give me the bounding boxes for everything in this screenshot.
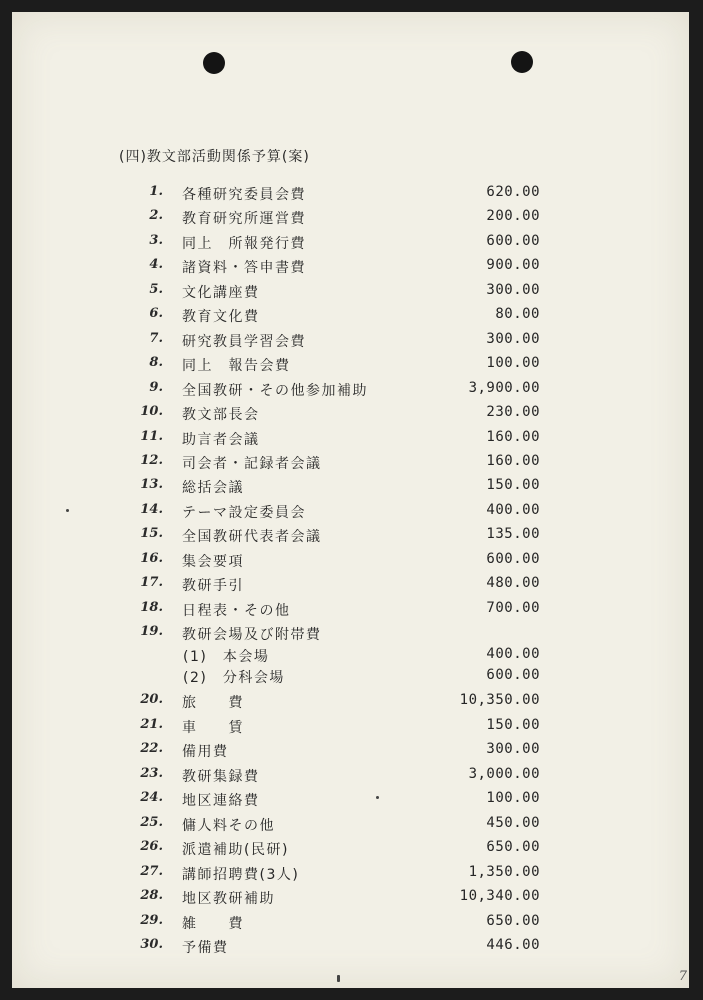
item-number: 15. bbox=[140, 526, 163, 542]
budget-row bbox=[12, 524, 689, 546]
item-amount: 10,350.00 bbox=[459, 692, 540, 709]
item-amount: 480.00 bbox=[486, 575, 540, 592]
budget-row bbox=[12, 549, 689, 571]
item-number: 22. bbox=[140, 741, 163, 757]
budget-row bbox=[12, 598, 689, 620]
item-number: 9. bbox=[149, 379, 163, 395]
item-number: 14. bbox=[140, 501, 163, 517]
item-amount: 300.00 bbox=[486, 330, 540, 347]
item-label: (2) 分科会場 bbox=[183, 670, 285, 687]
document-page bbox=[12, 12, 689, 988]
item-number: 2. bbox=[149, 208, 163, 224]
item-label: 研究教員学習会費 bbox=[182, 333, 306, 350]
budget-row bbox=[12, 764, 689, 786]
budget-row bbox=[12, 715, 689, 737]
item-number: 13. bbox=[140, 477, 163, 493]
budget-row bbox=[12, 378, 689, 400]
item-amount: 3,900.00 bbox=[468, 379, 540, 396]
item-amount: 450.00 bbox=[486, 814, 540, 831]
item-label: 教研手引 bbox=[182, 578, 244, 595]
budget-row bbox=[12, 451, 689, 473]
budget-row bbox=[12, 231, 689, 253]
budget-row bbox=[12, 886, 689, 908]
item-label: 車 賃 bbox=[182, 719, 244, 736]
item-label: 総括会議 bbox=[182, 480, 244, 497]
item-number: 4. bbox=[149, 257, 163, 273]
item-number: 16. bbox=[140, 550, 163, 566]
item-label: 地区連絡費 bbox=[182, 793, 260, 810]
item-label: 教研集録費 bbox=[182, 768, 260, 785]
item-amount: 620.00 bbox=[486, 184, 540, 200]
item-amount: 150.00 bbox=[486, 477, 540, 494]
item-amount: 100.00 bbox=[486, 790, 540, 807]
budget-row bbox=[12, 813, 689, 835]
budget-row bbox=[12, 329, 689, 351]
item-amount: 300.00 bbox=[486, 281, 540, 298]
item-amount: 600.00 bbox=[486, 667, 540, 684]
item-amount: 600.00 bbox=[486, 232, 540, 249]
item-number: 20. bbox=[140, 692, 163, 708]
item-number: 17. bbox=[140, 575, 163, 591]
paper-speck bbox=[66, 509, 69, 512]
item-number: 5. bbox=[149, 281, 163, 297]
item-amount: 1,350.00 bbox=[468, 863, 540, 880]
item-number: 24. bbox=[140, 790, 163, 806]
item-number: 21. bbox=[140, 716, 163, 732]
item-amount: 160.00 bbox=[486, 428, 540, 445]
budget-row bbox=[12, 665, 689, 687]
item-amount: 3,000.00 bbox=[468, 765, 540, 782]
item-number: 12. bbox=[140, 452, 163, 468]
item-amount: 400.00 bbox=[486, 501, 540, 518]
budget-row bbox=[12, 500, 689, 522]
budget-row bbox=[12, 690, 689, 712]
item-label: 助言者会議 bbox=[182, 431, 260, 448]
item-label: 教育文化費 bbox=[182, 309, 260, 326]
item-label: 地区教研補助 bbox=[182, 891, 275, 908]
item-label: 講師招聘費(3人) bbox=[182, 866, 300, 883]
item-label: 教育研究所運営費 bbox=[182, 211, 306, 228]
item-label: 教研会場及び附帯費 bbox=[182, 627, 322, 644]
item-number: 7. bbox=[149, 330, 163, 346]
budget-row bbox=[12, 862, 689, 884]
item-amount: 650.00 bbox=[486, 912, 540, 929]
budget-row bbox=[12, 427, 689, 449]
item-amount: 150.00 bbox=[486, 716, 540, 733]
item-amount: 300.00 bbox=[486, 741, 540, 758]
budget-row bbox=[12, 935, 689, 957]
item-number: 3. bbox=[149, 232, 163, 248]
item-number: 18. bbox=[140, 599, 163, 615]
budget-row bbox=[12, 206, 689, 228]
budget-row bbox=[12, 573, 689, 595]
item-label: 同上 所報発行費 bbox=[182, 235, 306, 252]
item-number: 8. bbox=[149, 355, 163, 371]
item-amount: 135.00 bbox=[486, 526, 540, 543]
item-amount: 900.00 bbox=[486, 257, 540, 274]
item-label: 全国教研代表者会議 bbox=[182, 529, 322, 546]
item-number: 26. bbox=[140, 839, 163, 855]
item-label: 同上 報告会費 bbox=[182, 358, 291, 375]
punch-hole bbox=[203, 52, 225, 74]
budget-row bbox=[12, 622, 689, 644]
item-amount: 80.00 bbox=[495, 306, 540, 323]
item-amount: 700.00 bbox=[486, 599, 540, 616]
item-label: 諸資料・答申書費 bbox=[182, 260, 306, 277]
item-label: 各種研究委員会費 bbox=[182, 187, 306, 203]
paper-speck bbox=[337, 975, 340, 982]
budget-row bbox=[12, 353, 689, 375]
budget-row bbox=[12, 475, 689, 497]
item-label: 司会者・記録者会議 bbox=[182, 455, 322, 472]
item-label: 備用費 bbox=[182, 744, 229, 761]
item-amount: 230.00 bbox=[486, 404, 540, 421]
budget-row bbox=[12, 644, 689, 666]
budget-row bbox=[12, 911, 689, 933]
item-number: 27. bbox=[140, 863, 163, 879]
budget-row bbox=[12, 739, 689, 761]
item-amount: 650.00 bbox=[486, 839, 540, 856]
item-label: (1) 本会場 bbox=[183, 649, 270, 666]
item-amount: 400.00 bbox=[486, 646, 540, 663]
item-label: 派遣補助(民研) bbox=[182, 842, 289, 859]
item-label: 雑 費 bbox=[182, 915, 244, 932]
item-number: 29. bbox=[140, 912, 163, 928]
item-label: 文化講座費 bbox=[182, 284, 260, 301]
item-number: 19. bbox=[140, 624, 163, 640]
punch-hole bbox=[511, 51, 533, 73]
item-number: 1. bbox=[149, 184, 163, 199]
budget-row bbox=[12, 182, 689, 204]
budget-row bbox=[12, 280, 689, 302]
item-number: 23. bbox=[140, 765, 163, 781]
page-number: 7 bbox=[678, 969, 687, 984]
item-label: 予備費 bbox=[182, 939, 229, 956]
item-amount: 200.00 bbox=[486, 208, 540, 225]
budget-row bbox=[12, 255, 689, 277]
item-amount: 10,340.00 bbox=[459, 888, 540, 905]
budget-row bbox=[12, 304, 689, 326]
item-number: 10. bbox=[140, 404, 163, 420]
item-amount: 100.00 bbox=[486, 355, 540, 372]
item-label: 集会要項 bbox=[182, 553, 244, 570]
item-number: 28. bbox=[140, 888, 163, 904]
paper-speck bbox=[376, 796, 379, 799]
item-label: 教文部長会 bbox=[182, 407, 260, 424]
item-label: 全国教研・その他参加補助 bbox=[182, 382, 368, 399]
item-label: テーマ設定委員会 bbox=[182, 504, 306, 521]
item-number: 11. bbox=[140, 428, 163, 444]
item-amount: 600.00 bbox=[486, 550, 540, 567]
item-amount: 160.00 bbox=[486, 452, 540, 469]
budget-row bbox=[12, 402, 689, 424]
item-label: 日程表・その他 bbox=[182, 602, 291, 619]
page-title: (四)教文部活動関係予算(案) bbox=[119, 149, 310, 165]
budget-row bbox=[12, 837, 689, 859]
item-number: 6. bbox=[149, 306, 163, 322]
item-number: 25. bbox=[140, 814, 163, 830]
item-label: 旅 費 bbox=[182, 695, 244, 712]
item-label: 傭人料その他 bbox=[182, 817, 275, 834]
item-number: 30. bbox=[140, 936, 163, 952]
budget-row bbox=[12, 788, 689, 810]
item-amount: 446.00 bbox=[486, 936, 540, 953]
